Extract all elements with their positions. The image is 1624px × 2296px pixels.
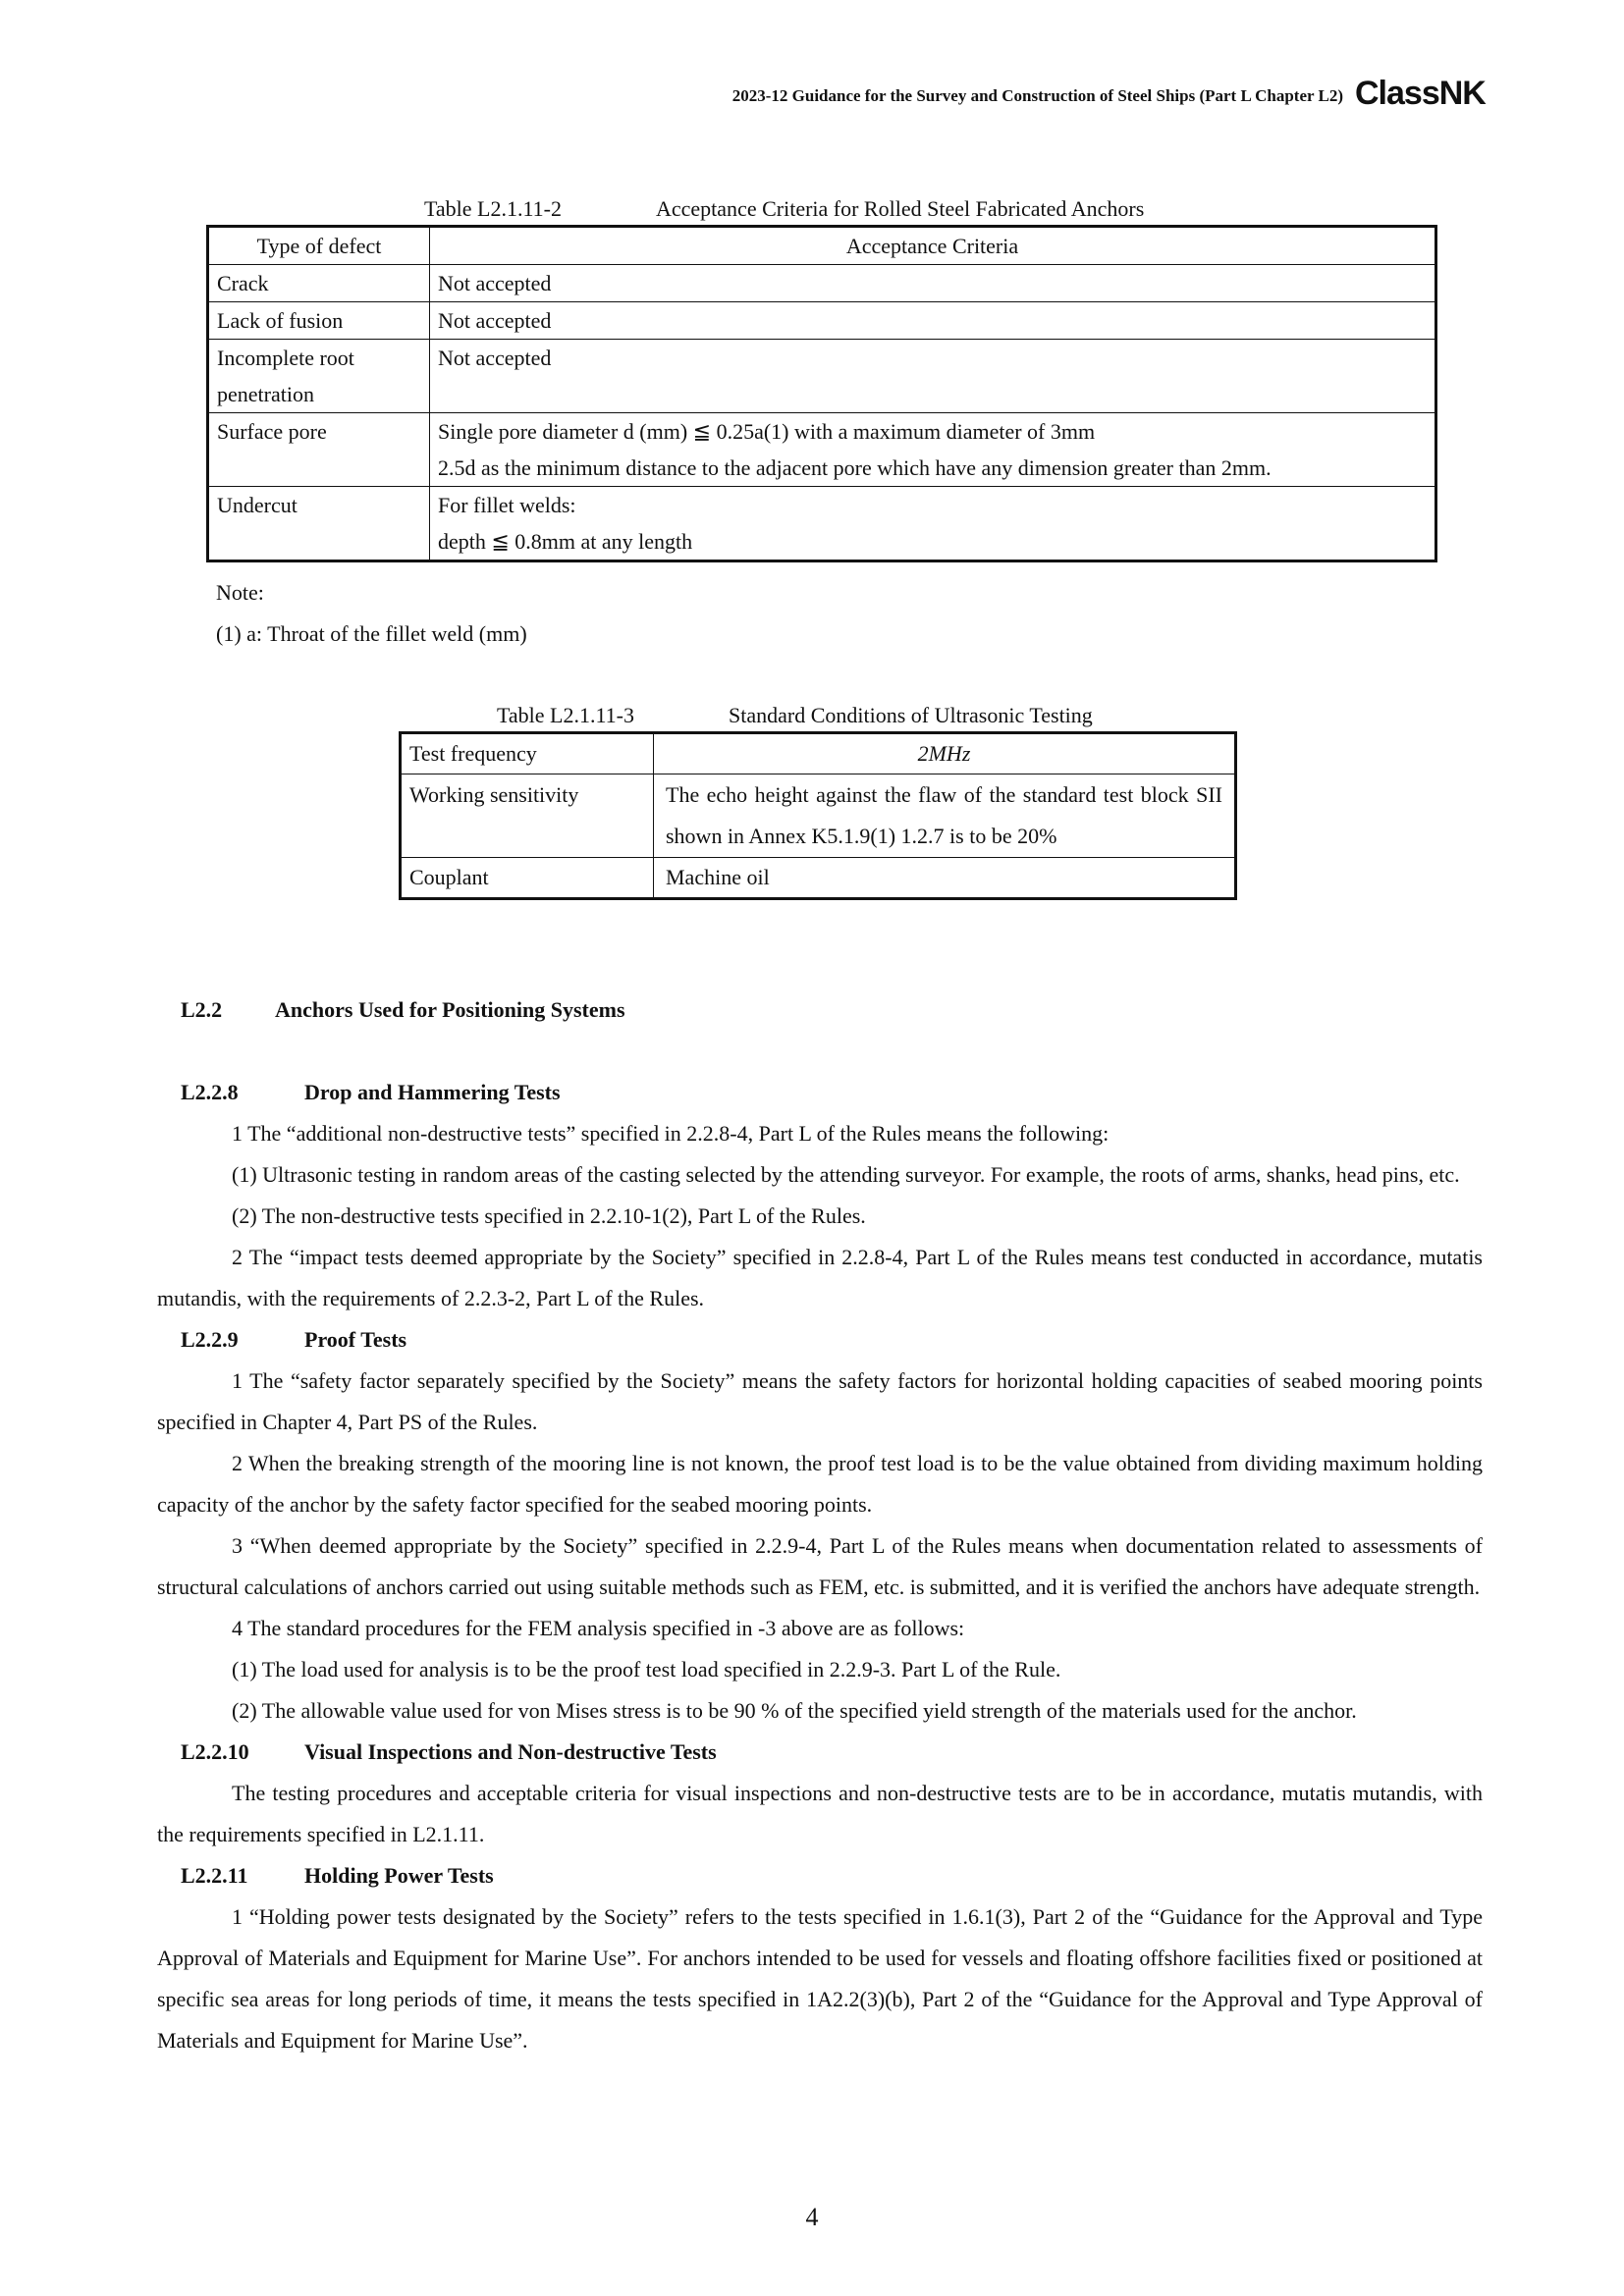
table-row — [208, 487, 1436, 561]
defect-criteria — [430, 487, 1436, 561]
section-title: Anchors Used for Positioning Systems — [275, 997, 625, 1022]
defect-type: Surface pore — [208, 413, 430, 487]
table-note-1: (1) a: Throat of the fillet weld (mm) — [216, 621, 527, 646]
table-header-row — [208, 227, 1436, 265]
criteria-line: Single pore diameter d (mm) ≦ 0.25a(1) with a maximum diameter of 3mm — [438, 419, 1096, 444]
table-row — [401, 774, 1236, 858]
header-acceptance-criteria: Acceptance Criteria — [430, 227, 1436, 265]
defect-type: Crack — [208, 265, 430, 302]
subsection-number: L2.2.8 — [181, 1080, 239, 1104]
header-type-of-defect: Type of defect — [208, 227, 430, 265]
subsection-title: Proof Tests — [304, 1327, 407, 1352]
paragraph: 4 The standard procedures for the FEM analysis specified in -3 above are as follows: — [232, 1616, 965, 1640]
condition-value: The echo height against the flaw of the standard test block SII shown in Annex K5.1.9(1) 1.2.7 is to be 20% — [654, 774, 1236, 858]
condition-label: Working sensitivity — [401, 774, 654, 858]
table-row — [208, 265, 1436, 302]
paragraph: 3 “When deemed appropriate by the Society” specified in 2.2.9-4, Part L of the Rules means when documentation related to assessments of structural calculations of anchors carried out using suitable methods such as FEM, etc. is submitted, and it is verified the anchors have adequate strength. — [157, 1533, 1483, 1599]
table1-title: Acceptance Criteria for Rolled Steel Fabricated Anchors — [656, 196, 1145, 221]
section-heading — [181, 989, 1483, 1031]
table-row — [208, 413, 1436, 487]
subsection-number: L2.2.11 — [181, 1863, 248, 1888]
paragraph: 2 When the breaking strength of the mooring line is not known, the proof test load is to be the value obtained from dividing maximum holding capacity of the anchor by the safety factor specified for the seabed mooring points. — [157, 1451, 1483, 1517]
list-item: (1) The load used for analysis is to be the proof test load specified in 2.2.9-3. Part L of the Rule. — [232, 1657, 1061, 1682]
subsection-number: L2.2.10 — [181, 1739, 249, 1764]
condition-value: 2MHz — [654, 733, 1236, 774]
running-header: 2023-12 Guidance for the Survey and Construction of Steel Ships (Part L Chapter L2) — [731, 86, 1343, 105]
defect-criteria: Not accepted — [430, 265, 1436, 302]
defect-type: Undercut — [208, 487, 430, 561]
criteria-line: 2.5d as the minimum distance to the adjacent pore which have any dimension greater than 2mm. — [438, 455, 1272, 480]
subsection-title: Visual Inspections and Non-destructive Tests — [304, 1739, 717, 1764]
defect-type: Lack of fusion — [208, 302, 430, 340]
defect-criteria: Not accepted — [430, 302, 1436, 340]
table2-title: Standard Conditions of Ultrasonic Testing — [729, 703, 1093, 727]
table-row — [401, 733, 1236, 774]
classnk-logo: ClassNK — [1355, 75, 1486, 112]
ultrasonic-conditions-table — [399, 731, 1237, 900]
subsection-heading — [181, 1319, 1483, 1361]
table-row — [401, 858, 1236, 899]
table-note-label: Note: — [216, 580, 264, 605]
paragraph: 1 The “safety factor separately specified by the Society” means the safety factors for horizontal holding capacities of seabed mooring points specified in Chapter 4, Part PS of the Rules. — [157, 1368, 1483, 1434]
condition-value: Machine oil — [654, 858, 1236, 899]
page-number: 4 — [805, 2203, 819, 2231]
list-item: (2) The non-destructive tests specified in 2.2.10-1(2), Part L of the Rules. — [232, 1203, 866, 1228]
condition-label: Couplant — [401, 858, 654, 899]
subsection-heading — [181, 1855, 1483, 1896]
list-item: (2) The allowable value used for von Mises stress is to be 90 % of the specified yield strength of the materials used for the anchor. — [232, 1698, 1357, 1723]
table-row — [208, 340, 1436, 413]
subsection-heading — [181, 1732, 1483, 1773]
defect-criteria: Not accepted — [430, 340, 1436, 413]
subsection-number: L2.2.9 — [181, 1327, 239, 1352]
criteria-line: depth ≦ 0.8mm at any length — [438, 529, 693, 554]
paragraph: 2 The “impact tests deemed appropriate by the Society” specified in 2.2.8-4, Part L of the Rules means test conducted in accordance, mutatis mutandis, with the requirements of 2.2.3-2, Part L of the Rules. — [157, 1245, 1483, 1310]
paragraph: 1 “Holding power tests designated by the Society” refers to the tests specified in 1.6.1(3), Part 2 of the “Guidance for the Approval and Type Approval of Materials and Equipment for Marine Use”. For anchors intended to be used for vessels and floating offshore facilities fixed or positioned at specific sea areas for long periods of time, it means the tests specified in 1A2.2(3)(b), Part 2 of the “Guidance for the Approval and Type Approval of Materials and Equipment for Marine Use”. — [157, 1904, 1483, 2053]
paragraph: 1 The “additional non-destructive tests” specified in 2.2.8-4, Part L of the Rules means the following: — [232, 1121, 1110, 1146]
acceptance-criteria-table — [206, 225, 1437, 562]
criteria-line: For fillet welds: — [438, 493, 576, 517]
table2-number: Table L2.1.11-3 — [497, 703, 634, 727]
defect-type: Incomplete root penetration — [208, 340, 430, 413]
subsection-heading — [181, 1072, 1483, 1113]
section-number: L2.2 — [181, 997, 223, 1022]
subsection-title: Drop and Hammering Tests — [304, 1080, 561, 1104]
defect-criteria — [430, 413, 1436, 487]
subsection-title: Holding Power Tests — [304, 1863, 494, 1888]
paragraph: The testing procedures and acceptable criteria for visual inspections and non-destructive tests are to be in accordance, mutatis mutandis, with the requirements specified in L2.1.11. — [157, 1781, 1483, 1846]
condition-label: Test frequency — [401, 733, 654, 774]
table1-number: Table L2.1.11-2 — [424, 196, 562, 221]
table-row — [208, 302, 1436, 340]
list-item: (1) Ultrasonic testing in random areas of the casting selected by the attending surveyor. For example, the roots of arms, shanks, head pins, etc. — [232, 1162, 1460, 1187]
body-text — [157, 989, 1483, 2061]
